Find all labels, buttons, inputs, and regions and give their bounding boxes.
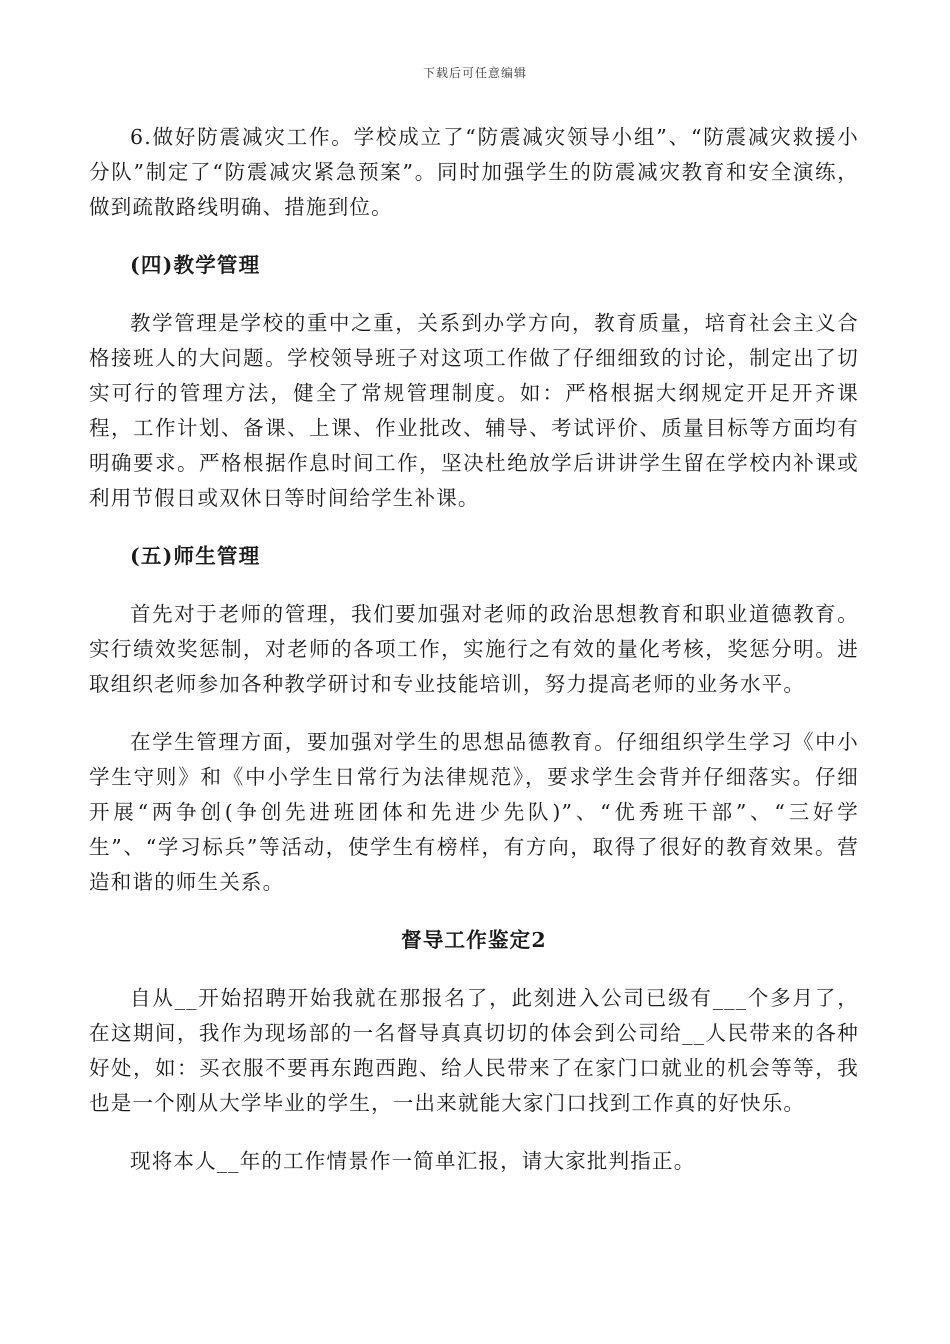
document-title-2: 督导工作鉴定2 [401, 928, 547, 952]
paragraph-work-report: 现将本人__年的工作情景作一简单汇报，请大家批判指正。 [130, 1149, 696, 1173]
paragraph-earthquake-prevention: 6.做好防震减灾工作。学校成立了“防震减灾领导小组”、“防震减灾救援小分队”制定了“防震减灾紧急预案”。同时加强学生的防震减灾教育和安全演练，做到疏散路线明确、措施到位。 [89, 125, 859, 219]
section-heading-teacher-student-management: (五)师生管理 [130, 544, 261, 568]
page-header-note: 下载后可任意编辑 [422, 66, 527, 80]
section-heading-teaching-management: (四)教学管理 [130, 253, 261, 277]
paragraph-student-management: 在学生管理方面，要加强对学生的思想品德教育。仔细组织学生学习《中小学生守则》和《中小学生日常行为法律规范》，要求学生会背并仔细落实。仔细开展“两争创(争创先进班团体和先进少先队)”、“优秀班干部”、“三好学生”、“学习标兵”等活动，使学生有榜样，有方向，取得了很好的教育效果。营造和谐的师生关系。 [89, 730, 859, 894]
paragraph-teaching-management: 教学管理是学校的重中之重，关系到办学方向，教育质量，培育社会主义合格接班人的大问题。学校领导班子对这项工作做了仔细细致的讨论，制定出了切实可行的管理方法，健全了常规管理制度。如：严格根据大纲规定开足开齐课程，工作计划、备课、上课、作业批改、辅导、考试评价、质量目标等方面均有明确要求。严格根据作息时间工作，坚决杜绝放学后讲讲学生留在学校内补课或利用节假日或双休日等时间给学生补课。 [89, 311, 859, 510]
paragraph-supervisor-intro: 自从__开始招聘开始我就在那报名了，此刻进入公司已级有___个多月了，在这期间，我作为现场部的一名督导真真切切的体会到公司给__人民带来的各种好处，如：买衣服不要再东跑西跑、给人民带来了在家门口就业的机会等等，我也是一个刚从大学毕业的学生，一出来就能大家门口找到工作真的好快乐。 [89, 986, 859, 1115]
paragraph-teacher-management: 首先对于老师的管理，我们要加强对老师的政治思想教育和职业道德教育。实行绩效奖惩制，对老师的各项工作，实施行之有效的量化考核，奖惩分明。进取组织老师参加各种教学研讨和专业技能培训，努力提高老师的业务水平。 [89, 602, 859, 696]
document-body [89, 120, 859, 1202]
